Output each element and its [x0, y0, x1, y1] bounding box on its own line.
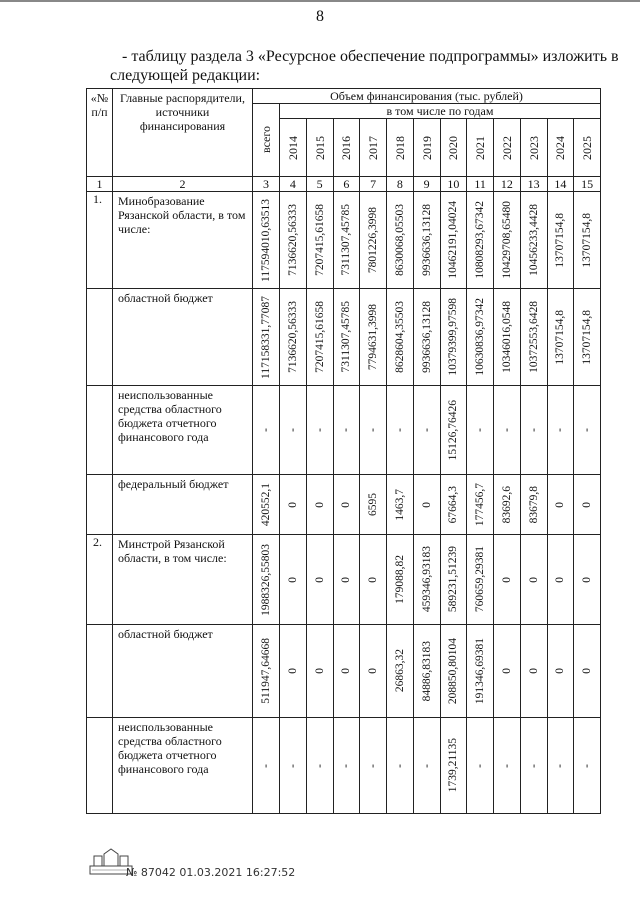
- row-year-value-value: 0: [554, 668, 567, 674]
- row-number: [87, 289, 113, 386]
- row-total: [253, 386, 280, 475]
- header-year-label: 2014: [285, 135, 300, 160]
- row-year-value-value: 15126,76426: [447, 399, 460, 461]
- header-year: [387, 119, 414, 177]
- row-total-value: -: [260, 428, 272, 432]
- header-year: [413, 119, 440, 177]
- row-year-value-value: -: [286, 763, 299, 768]
- row-year-value-value: 10462191,04024: [447, 201, 460, 279]
- row-year-value-value: 0: [340, 501, 353, 508]
- row-year-value: [387, 192, 414, 289]
- row-year-value: [360, 535, 387, 625]
- row-year-value-value: 9936636,13128: [420, 204, 433, 276]
- column-number: 14: [547, 177, 574, 192]
- scan-top-edge: [0, 0, 640, 2]
- row-year-value: [360, 718, 387, 814]
- header-year-label: 2022: [499, 135, 514, 160]
- row-year-value-value: 10346016,0548: [500, 301, 513, 373]
- row-year-value: [360, 475, 387, 535]
- row-total: [253, 718, 280, 814]
- row-year-value-value: -: [313, 763, 326, 768]
- row-year-value: [440, 718, 467, 814]
- financing-table: [86, 88, 601, 814]
- row-year-value: [306, 535, 333, 625]
- row-year-value-value: 760659,29381: [474, 546, 487, 613]
- header-year: [574, 119, 601, 177]
- header-year-label: 2025: [580, 135, 595, 160]
- row-year-value: [440, 475, 467, 535]
- row-year-value: [387, 535, 414, 625]
- row-year-value-value: -: [474, 428, 487, 432]
- header-year-label: 2023: [526, 135, 541, 160]
- row-year-value-value: 13707154,8: [581, 309, 594, 365]
- table-row: [87, 192, 601, 289]
- registration-stamp: № 87042 01.03.2021 16:27:52: [126, 866, 296, 879]
- row-year-value-value: 0: [313, 668, 326, 674]
- row-year-value-value: 177456,7: [474, 482, 487, 527]
- row-year-value-value: 0: [527, 668, 540, 674]
- row-year-value: [520, 535, 547, 625]
- row-year-value: [387, 475, 414, 535]
- table-row: [87, 475, 601, 535]
- header-year-label: 2015: [312, 135, 327, 160]
- row-year-value-value: 0: [313, 576, 326, 583]
- row-year-value-value: 0: [340, 668, 353, 674]
- column-number: 5: [306, 177, 333, 192]
- row-year-value-value: 10630836,97342: [474, 298, 487, 376]
- intro-line-2: следующей редакции:: [110, 67, 261, 84]
- row-year-value: [547, 289, 574, 386]
- table-row: [87, 535, 601, 625]
- row-year-value-value: 208850,80104: [447, 637, 460, 705]
- row-year-value: [547, 386, 574, 475]
- row-year-value: [520, 475, 547, 535]
- row-year-value-value: -: [581, 763, 594, 768]
- row-year-value-value: 0: [420, 501, 433, 508]
- row-year-value: [467, 535, 494, 625]
- row-number: [87, 625, 113, 718]
- row-year-value: [467, 289, 494, 386]
- row-total-value: 1988326,55803: [260, 543, 272, 616]
- row-year-value: [520, 289, 547, 386]
- row-number: [87, 475, 113, 535]
- row-year-value: [333, 475, 360, 535]
- row-year-value-value: 83692,6: [500, 485, 513, 524]
- row-year-value: [387, 386, 414, 475]
- row-year-value-value: 459346,93183: [420, 546, 433, 613]
- row-total: [253, 535, 280, 625]
- row-number: [87, 386, 113, 475]
- row-year-value-value: 7136620,56333: [286, 204, 299, 276]
- row-year-value: [547, 718, 574, 814]
- header-year: [280, 119, 307, 177]
- row-year-value-value: -: [420, 428, 433, 432]
- row-year-value-value: 13707154,8: [581, 212, 594, 268]
- row-year-value-value: 0: [554, 576, 567, 583]
- header-year: [547, 119, 574, 177]
- row-year-value: [574, 625, 601, 718]
- row-year-value-value: 10379399,97598: [447, 298, 460, 376]
- row-year-value: [280, 475, 307, 535]
- row-number: 2.: [87, 535, 113, 625]
- row-year-value-value: 67664,3: [447, 485, 460, 524]
- row-year-value: [547, 625, 574, 718]
- row-year-value-value: 0: [581, 501, 594, 508]
- row-year-value: [574, 192, 601, 289]
- row-year-value: [547, 535, 574, 625]
- row-year-value-value: 13707154,8: [554, 309, 567, 365]
- row-year-value: [467, 718, 494, 814]
- row-year-value: [574, 475, 601, 535]
- row-year-value-value: -: [313, 428, 326, 432]
- header-year: [467, 119, 494, 177]
- row-year-value: [494, 192, 521, 289]
- row-year-value-value: -: [340, 428, 353, 432]
- row-year-value-value: 7311307,45785: [340, 301, 353, 373]
- row-total: [253, 625, 280, 718]
- page-number: 8: [316, 8, 324, 25]
- row-year-value-value: -: [554, 428, 567, 432]
- header-year: [306, 119, 333, 177]
- column-number: 13: [520, 177, 547, 192]
- column-number: 9: [413, 177, 440, 192]
- row-number: 1.: [87, 192, 113, 289]
- row-year-value-value: 13707154,8: [554, 212, 567, 268]
- row-year-value-value: -: [367, 763, 380, 768]
- header-year: [494, 119, 521, 177]
- header-year-label: 2020: [446, 135, 461, 160]
- row-year-value-value: 83679,8: [527, 485, 540, 524]
- column-number: 4: [280, 177, 307, 192]
- header-year: [333, 119, 360, 177]
- row-year-value: [440, 192, 467, 289]
- row-source-name: областной бюджет: [113, 289, 253, 386]
- row-year-value-value: 8628604,35503: [393, 301, 406, 373]
- row-year-value: [494, 625, 521, 718]
- row-year-value: [413, 718, 440, 814]
- row-year-value-value: 0: [581, 668, 594, 674]
- row-total-value: 117158331,77087: [260, 295, 272, 379]
- column-number: 7: [360, 177, 387, 192]
- row-total: [253, 475, 280, 535]
- row-year-value: [333, 718, 360, 814]
- row-year-value: [520, 386, 547, 475]
- row-year-value: [467, 386, 494, 475]
- row-year-value-value: 8630068,05503: [393, 204, 406, 276]
- row-year-value-value: 0: [286, 668, 299, 674]
- header-year: [360, 119, 387, 177]
- row-year-value-value: -: [474, 763, 487, 768]
- row-year-value: [306, 718, 333, 814]
- row-year-value: [494, 535, 521, 625]
- row-year-value: [360, 289, 387, 386]
- row-year-value: [360, 625, 387, 718]
- row-year-value: [574, 535, 601, 625]
- row-year-value-value: 191346,69381: [474, 637, 487, 705]
- row-year-value: [333, 386, 360, 475]
- row-year-value-value: -: [500, 763, 513, 768]
- row-year-value: [494, 718, 521, 814]
- column-number: 15: [574, 177, 601, 192]
- row-year-value-value: 7207415,61658: [313, 204, 326, 276]
- row-year-value: [520, 718, 547, 814]
- row-year-value: [520, 625, 547, 718]
- row-year-value-value: -: [393, 428, 406, 432]
- row-year-value: [440, 289, 467, 386]
- column-number: 6: [333, 177, 360, 192]
- row-year-value-value: -: [340, 763, 353, 768]
- row-year-value-value: -: [367, 428, 380, 432]
- column-number: 3: [253, 177, 280, 192]
- header-managers: Главные распорядители, источники финансирования: [113, 89, 253, 177]
- row-year-value: [467, 625, 494, 718]
- row-year-value-value: 0: [313, 501, 326, 508]
- row-year-value: [494, 289, 521, 386]
- row-year-value: [413, 535, 440, 625]
- row-year-value: [333, 625, 360, 718]
- row-total-value: 117594010,63513: [260, 198, 272, 282]
- row-year-value-value: -: [393, 763, 406, 768]
- row-year-value-value: 9936636,13128: [420, 301, 433, 373]
- row-year-value-value: -: [527, 428, 540, 432]
- row-year-value-value: 1463,7: [393, 488, 406, 521]
- row-year-value-value: -: [500, 428, 513, 432]
- row-year-value-value: 10429708,65480: [500, 201, 513, 279]
- intro-paragraph: [110, 47, 620, 85]
- row-year-value-value: 10808293,67342: [474, 201, 487, 279]
- header-year-label: 2024: [553, 135, 568, 160]
- row-year-value: [387, 289, 414, 386]
- row-year-value: [306, 625, 333, 718]
- row-year-value: [306, 475, 333, 535]
- row-year-value-value: 0: [500, 576, 513, 583]
- row-year-value-value: 0: [367, 576, 380, 583]
- row-year-value: [494, 475, 521, 535]
- row-year-value-value: 0: [340, 576, 353, 583]
- row-year-value: [333, 192, 360, 289]
- row-year-value: [387, 625, 414, 718]
- row-year-value-value: 7311307,45785: [340, 204, 353, 276]
- row-source-name: федеральный бюджет: [113, 475, 253, 535]
- row-year-value-value: 7794631,3998: [367, 303, 380, 371]
- row-year-value: [467, 192, 494, 289]
- row-year-value-value: 0: [554, 501, 567, 508]
- row-year-value-value: 26863,32: [393, 649, 406, 693]
- table-row: [87, 386, 601, 475]
- row-year-value: [333, 289, 360, 386]
- row-year-value-value: 10456233,4428: [527, 204, 540, 276]
- row-year-value-value: 179088,82: [393, 555, 406, 604]
- row-year-value: [280, 386, 307, 475]
- header-year: [440, 119, 467, 177]
- row-year-value-value: -: [527, 763, 540, 768]
- row-year-value: [413, 289, 440, 386]
- row-number: [87, 718, 113, 814]
- row-year-value: [306, 192, 333, 289]
- row-year-value-value: 0: [500, 668, 513, 674]
- column-number: 2: [113, 177, 253, 192]
- row-year-value: [440, 625, 467, 718]
- row-year-value-value: -: [581, 428, 594, 432]
- header-total: [253, 104, 280, 177]
- row-total: [253, 289, 280, 386]
- intro-line-1: - таблицу раздела 3 «Ресурсное обеспечение подпрограммы» изложить в: [122, 48, 619, 65]
- row-year-value-value: 0: [581, 576, 594, 583]
- table-row: [87, 289, 601, 386]
- header-year-label: 2017: [366, 135, 381, 160]
- row-year-value: [360, 386, 387, 475]
- row-year-value-value: 7136620,56333: [286, 301, 299, 373]
- row-year-value-value: -: [286, 428, 299, 432]
- row-year-value-value: 589231,51239: [447, 546, 460, 613]
- header-year-label: 2019: [419, 135, 434, 160]
- row-year-value-value: 84886,83183: [420, 640, 433, 702]
- header-year-label: 2016: [339, 135, 354, 160]
- row-year-value: [547, 192, 574, 289]
- row-year-value: [387, 718, 414, 814]
- row-year-value-value: 0: [286, 501, 299, 508]
- row-total-value: 420552,1: [260, 482, 272, 527]
- row-source-name: неиспользованные средства областного бюджета отчетного финансового года: [113, 386, 253, 475]
- row-year-value: [280, 535, 307, 625]
- column-number: 1: [87, 177, 113, 192]
- column-number: 10: [440, 177, 467, 192]
- row-year-value: [280, 192, 307, 289]
- row-year-value: [306, 386, 333, 475]
- row-year-value: [280, 289, 307, 386]
- table-row: [87, 625, 601, 718]
- row-year-value: [413, 625, 440, 718]
- row-year-value-value: 7207415,61658: [313, 301, 326, 373]
- header-year-label: 2018: [392, 135, 407, 160]
- header-by-years: в том числе по годам: [280, 104, 601, 119]
- column-number: 8: [387, 177, 414, 192]
- row-year-value: [360, 192, 387, 289]
- row-source-name: Минобразование Рязанской области, в том числе:: [113, 192, 253, 289]
- row-year-value-value: -: [554, 763, 567, 768]
- row-year-value: [467, 475, 494, 535]
- row-year-value: [494, 386, 521, 475]
- column-number: 12: [494, 177, 521, 192]
- row-year-value-value: 7801226,3998: [367, 206, 380, 274]
- row-year-value: [574, 386, 601, 475]
- row-year-value: [413, 192, 440, 289]
- row-source-name: Минстрой Рязанской области, в том числе:: [113, 535, 253, 625]
- row-year-value: [440, 386, 467, 475]
- row-total-value: -: [260, 763, 272, 768]
- row-year-value-value: 1739,21135: [447, 738, 460, 793]
- header-num: «№ п/п: [87, 89, 113, 177]
- row-year-value-value: 6595: [367, 493, 380, 516]
- row-year-value: [574, 718, 601, 814]
- row-year-value-value: -: [420, 763, 433, 768]
- header-total-label: всего: [259, 126, 273, 154]
- header-year-label: 2021: [473, 135, 488, 160]
- row-year-value: [520, 192, 547, 289]
- row-year-value-value: 10372553,6428: [527, 301, 540, 373]
- row-source-name: областной бюджет: [113, 625, 253, 718]
- row-year-value: [333, 535, 360, 625]
- row-total: [253, 192, 280, 289]
- row-year-value: [280, 718, 307, 814]
- header-volume: Объем финансирования (тыс. рублей): [253, 89, 601, 104]
- row-source-name: неиспользованные средства областного бюджета отчетного финансового года: [113, 718, 253, 814]
- row-year-value-value: 0: [286, 576, 299, 583]
- row-year-value: [547, 475, 574, 535]
- row-year-value-value: 0: [367, 668, 380, 674]
- row-total-value: 511947,64668: [260, 638, 272, 704]
- table-row: [87, 718, 601, 814]
- row-year-value-value: 0: [527, 576, 540, 583]
- row-year-value: [413, 475, 440, 535]
- header-year: [520, 119, 547, 177]
- row-year-value: [306, 289, 333, 386]
- row-year-value: [413, 386, 440, 475]
- row-year-value: [280, 625, 307, 718]
- column-number: 11: [467, 177, 494, 192]
- row-year-value: [440, 535, 467, 625]
- row-year-value: [574, 289, 601, 386]
